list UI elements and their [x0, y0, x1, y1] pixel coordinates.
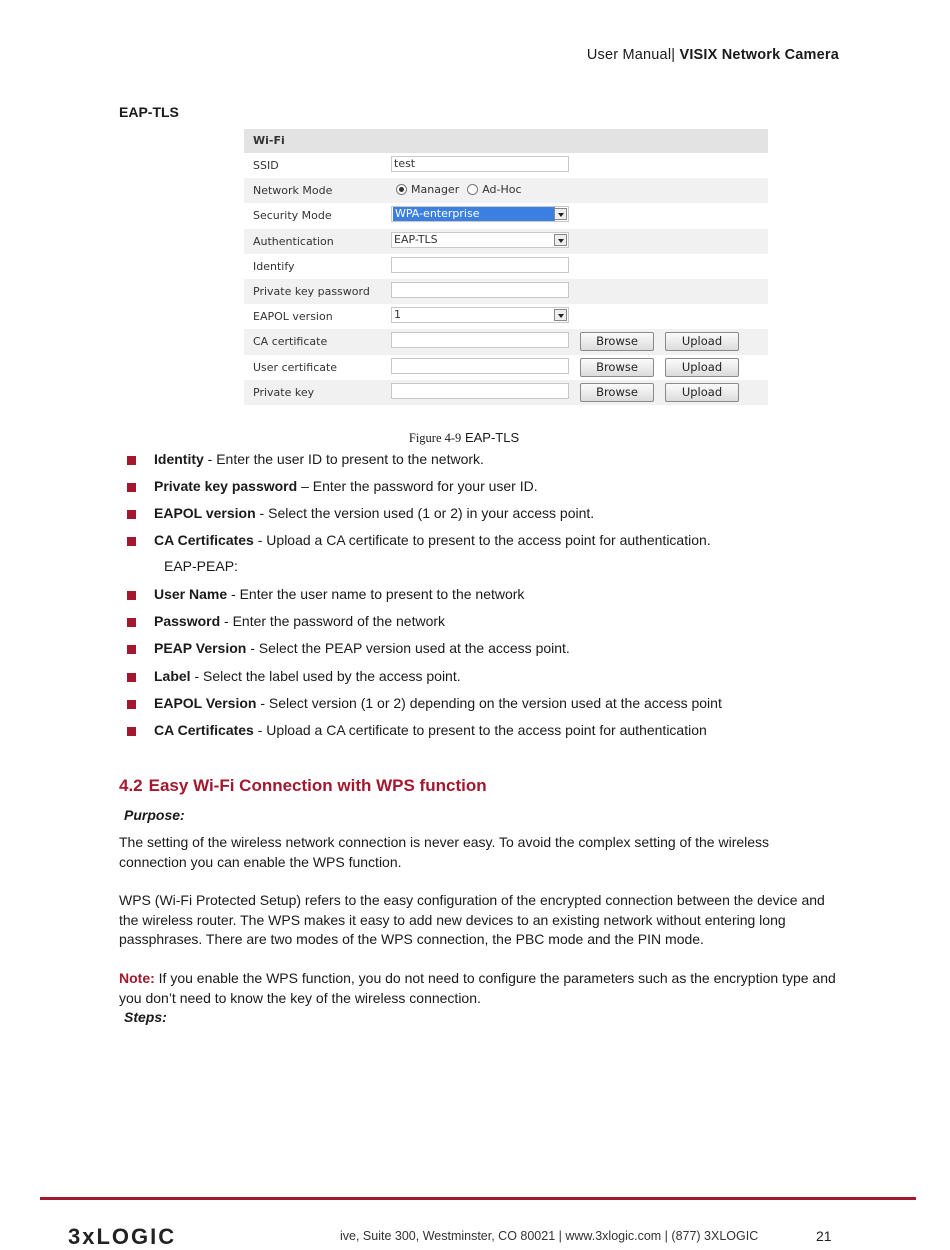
- bullet-text: - Upload a CA certificate to present to the access point for authentication: [253, 722, 707, 738]
- bullet-term: User Name: [154, 586, 228, 602]
- section-number: 4.2: [119, 776, 143, 795]
- network-mode-label: Network Mode: [253, 184, 333, 198]
- security-mode-row: [244, 203, 768, 228]
- private-key-browse-button[interactable]: Browse: [580, 383, 654, 402]
- bullet-term: EAPOL version: [154, 505, 256, 521]
- bullet-square-icon: [127, 618, 136, 627]
- private-key-label: Private key: [253, 385, 315, 399]
- note-label: Note:: [119, 970, 155, 986]
- bullet-square-icon: [127, 591, 136, 600]
- security-mode-label: Security Mode: [253, 209, 332, 223]
- network-mode-radio-group: [396, 183, 522, 196]
- bullet-text: - Enter the user ID to present to the network.: [203, 451, 484, 467]
- bullet-square-icon: [127, 510, 136, 519]
- steps-label: Steps:: [124, 1009, 167, 1025]
- bullet-term: Identity: [154, 451, 204, 467]
- note-text: If you enable the WPS function, you do not need to configure the parameters such as the encryption type and you don’t need to know the key of the wireless connection.: [119, 970, 836, 1006]
- ad-hoc-radio[interactable]: [467, 184, 478, 195]
- ssid-row: [244, 153, 768, 178]
- identify-input[interactable]: [391, 257, 569, 273]
- bullet-term: EAPOL Version: [154, 695, 257, 711]
- note-paragraph: [119, 969, 839, 1008]
- figure-caption: [0, 430, 928, 446]
- ssid-label: SSID: [253, 159, 279, 172]
- page-header: [587, 47, 839, 63]
- ca-certificate-browse-button[interactable]: Browse: [580, 332, 654, 351]
- footer-logo: 3xLOGIC: [68, 1224, 177, 1249]
- bullet-square-icon: [127, 537, 136, 546]
- bullet-text: - Select the label used by the access point.: [190, 668, 461, 684]
- chevron-down-icon[interactable]: [554, 309, 567, 321]
- bullet-term: PEAP Version: [154, 640, 247, 656]
- bullet-text: - Enter the user name to present to the network: [227, 586, 525, 602]
- user-certificate-browse-button[interactable]: Browse: [580, 358, 654, 377]
- private-key-password-label: Private key password: [253, 284, 370, 298]
- user-certificate-upload-button[interactable]: Upload: [665, 358, 739, 377]
- security-mode-value: WPA-enterprise: [393, 207, 555, 221]
- wps-paragraph: WPS (Wi-Fi Protected Setup) refers to the easy configuration of the encrypted connection between the device and the wireless router. The WPS makes it easy to add new devices to an existing network without entering long passphrases. There are two modes of the WPS connection, the PBC mode and the PIN mode.: [119, 892, 825, 947]
- ca-certificate-upload-button[interactable]: Upload: [665, 332, 739, 351]
- identify-label: Identify: [253, 259, 295, 273]
- manager-radio-label: Manager: [411, 183, 460, 197]
- chevron-down-icon[interactable]: [554, 208, 567, 220]
- private-key-row: [244, 380, 768, 405]
- bullet-term: CA Certificates: [154, 722, 254, 738]
- authentication-value: EAP-TLS: [394, 232, 438, 246]
- bullet-text: - Select the PEAP version used at the access point.: [246, 640, 570, 656]
- eapol-version-label: EAPOL version: [253, 310, 333, 324]
- section-title: Easy Wi-Fi Connection with WPS function: [148, 776, 487, 795]
- ca-certificate-row: [244, 329, 768, 354]
- user-certificate-input[interactable]: [391, 358, 569, 374]
- manager-radio[interactable]: [396, 184, 407, 195]
- purpose-label: Purpose:: [124, 807, 185, 823]
- bullet-square-icon: [127, 727, 136, 736]
- ca-certificate-input[interactable]: [391, 332, 569, 348]
- bullet-term: CA Certificates: [154, 532, 254, 548]
- bullet-text: – Enter the password for your user ID.: [297, 478, 538, 494]
- authentication-select[interactable]: [391, 232, 569, 248]
- network-mode-row: [244, 178, 768, 203]
- bullet-square-icon: [127, 700, 136, 709]
- bullet-square-icon: [127, 483, 136, 492]
- ca-certificate-label: CA certificate: [253, 335, 328, 349]
- ad-hoc-radio-label: Ad-Hoc: [482, 183, 522, 197]
- footer-address: ive, Suite 300, Westminster, CO 80021 | www.3xlogic.com | (877) 3XLOGIC: [340, 1229, 759, 1243]
- bullet-square-icon: [127, 673, 136, 682]
- user-certificate-label: User certificate: [253, 360, 338, 374]
- identify-row: [244, 254, 768, 279]
- header-title: VISIX Network Camera: [679, 47, 839, 63]
- private-key-input[interactable]: [391, 383, 569, 399]
- eapol-version-value: 1: [394, 308, 401, 322]
- eapol-version-select[interactable]: [391, 307, 569, 323]
- header-prefix: User Manual|: [586, 47, 676, 63]
- figure-title: EAP-TLS: [464, 430, 520, 445]
- private-key-upload-button[interactable]: Upload: [665, 383, 739, 402]
- bullet-text: - Upload a CA certificate to present to the access point for authentication.: [253, 532, 711, 548]
- subheading: EAP-TLS: [119, 104, 179, 120]
- bullet-text: - Select the version used (1 or 2) in your access point.: [255, 505, 595, 521]
- eapol-version-row: [244, 304, 768, 329]
- chevron-down-icon[interactable]: [554, 234, 567, 246]
- wifi-settings-panel: [244, 129, 768, 405]
- eap-peap-heading: EAP-PEAP:: [164, 558, 238, 574]
- bullet-square-icon: [127, 456, 136, 465]
- ssid-input[interactable]: test: [391, 156, 569, 172]
- bullet-square-icon: [127, 645, 136, 654]
- figure-number: Figure 4-9: [408, 431, 462, 445]
- page-number: 21: [816, 1228, 832, 1244]
- user-certificate-row: [244, 355, 768, 380]
- authentication-row: [244, 229, 768, 254]
- bullet-text: - Enter the password of the network: [220, 613, 446, 629]
- bullet-term: Private key password: [154, 478, 298, 494]
- footer-divider: [40, 1197, 916, 1200]
- security-mode-select[interactable]: [391, 206, 569, 222]
- bullet-text: - Select version (1 or 2) depending on the version used at the access point: [256, 695, 722, 711]
- bullet-term: Label: [154, 668, 191, 684]
- authentication-label: Authentication: [253, 234, 334, 248]
- private-key-password-row: [244, 279, 768, 304]
- bullet-term: Password: [154, 613, 221, 629]
- section-heading: [119, 776, 487, 796]
- purpose-paragraph: The setting of the wireless network connection is never easy. To avoid the complex setting of the wireless connection you can enable the WPS function.: [119, 834, 770, 870]
- private-key-password-input[interactable]: [391, 282, 569, 298]
- wifi-panel-title: Wi-Fi: [244, 129, 768, 153]
